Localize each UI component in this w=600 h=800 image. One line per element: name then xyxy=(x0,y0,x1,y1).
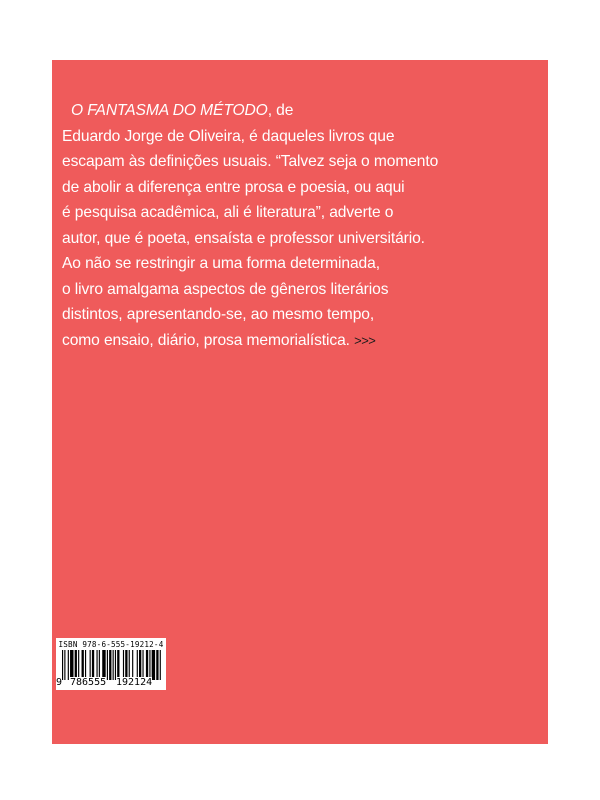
ean-digits xyxy=(56,677,166,689)
ean-left-group: 786555 xyxy=(70,677,107,688)
barcode-bar xyxy=(96,650,97,680)
barcode-bar xyxy=(125,650,127,680)
barcode-bar xyxy=(146,650,148,680)
blurb-line: de abolir a diferença entre prosa e poesia, ou aqui xyxy=(62,178,405,196)
barcode-bar xyxy=(64,650,65,680)
barcode-bar xyxy=(115,650,116,680)
barcode-bar xyxy=(152,650,155,680)
title-suffix: , de xyxy=(267,102,294,119)
barcode-bar xyxy=(123,650,124,680)
barcode-bar xyxy=(70,650,73,680)
barcode-bar xyxy=(109,650,111,680)
more-arrows-icon: >>> xyxy=(354,332,376,348)
barcode-bar xyxy=(107,650,108,680)
barcode-bar xyxy=(132,650,133,680)
isbn-label: ISBN 978-6-555-19212-4 xyxy=(58,640,164,649)
cover-blurb xyxy=(62,98,442,353)
blurb-line: é pesquisa acadêmica, ali é literatura”, adverte o xyxy=(62,204,394,221)
blurb-line-1 xyxy=(62,98,442,124)
blurb-line: escapam às definições usuais. “Talvez seja o momento xyxy=(62,153,439,170)
ean-first-digit: 9 xyxy=(56,677,63,688)
blurb-line: distintos, apresentando-se, ao mesmo tempo, xyxy=(62,306,375,323)
barcode-bar xyxy=(139,650,141,680)
barcode-bar xyxy=(92,650,94,680)
barcode-bar xyxy=(62,650,63,680)
barcode-bar xyxy=(117,650,119,680)
blurb-line: Ao não se restringir a uma forma determinada, xyxy=(62,255,380,272)
barcode-bar xyxy=(90,650,91,680)
barcode-bar xyxy=(137,650,138,680)
barcode-bar xyxy=(160,650,161,680)
blurb-line: autor, que é poeta, ensaísta e professor universitário. xyxy=(62,229,425,247)
barcode-bar xyxy=(75,650,77,680)
isbn-barcode xyxy=(56,638,166,690)
last-line-text: como ensaio, diário, prosa memorialística. xyxy=(62,331,350,349)
barcode-bar xyxy=(85,650,86,680)
barcode-bars xyxy=(62,650,162,680)
blurb-line: o livro amalgama aspectos de gêneros literários xyxy=(62,280,389,298)
blurb-last-line xyxy=(62,328,442,354)
barcode-bar xyxy=(129,650,130,680)
book-title: O FANTASMA DO MÉTODO xyxy=(71,102,268,119)
barcode-bar xyxy=(142,650,143,680)
barcode-bar xyxy=(113,650,114,680)
barcode-bar xyxy=(82,650,84,680)
barcode-bar xyxy=(149,650,150,680)
barcode-bar xyxy=(156,650,158,680)
blurb-line: Eduardo Jorge de Oliveira, é daqueles livros que xyxy=(62,127,395,145)
ean-right-group: 192124 xyxy=(116,677,153,688)
barcode-bar xyxy=(99,650,100,680)
barcode-bar xyxy=(68,650,69,680)
barcode-bar xyxy=(78,650,79,680)
barcode-bar xyxy=(102,650,105,680)
